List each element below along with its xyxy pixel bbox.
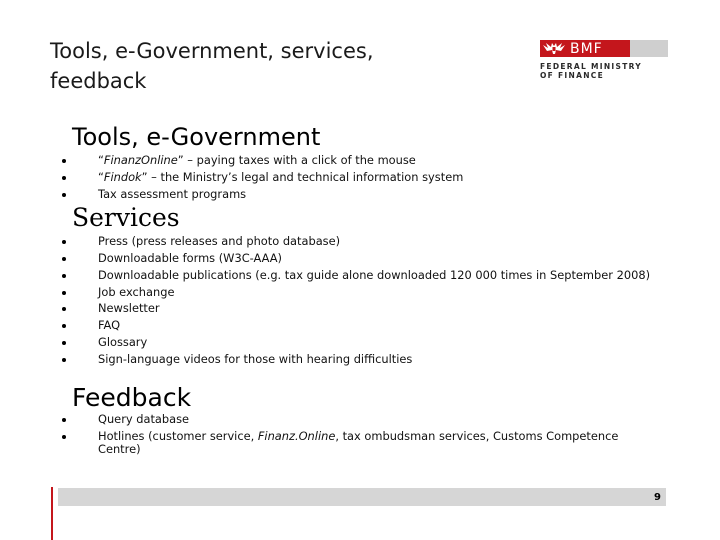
eagle-emblem-icon <box>540 40 568 57</box>
logo-line-2: OF FINANCE <box>540 71 605 80</box>
bullet-icon <box>62 358 66 362</box>
logo-line-1: FEDERAL MINISTRY <box>540 62 642 71</box>
list-item: Downloadable forms (W3C-AAA) <box>59 252 659 265</box>
bullet-icon <box>62 240 66 244</box>
bullet-icon <box>62 291 66 295</box>
bullet-icon <box>62 418 66 422</box>
list-item: Job exchange <box>59 286 659 299</box>
list-item: “Findok” – the Ministry’s legal and technical information system <box>59 171 659 184</box>
footer-accent-line <box>51 487 53 540</box>
bmf-logo <box>540 40 668 84</box>
page-number: 9 <box>654 491 661 503</box>
list-item: Press (press releases and photo database) <box>59 235 659 248</box>
bullet-icon <box>62 324 66 328</box>
section-heading-tools: Tools, e-Government <box>72 123 321 151</box>
slide-title <box>50 36 510 96</box>
bullet-icon <box>62 341 66 345</box>
feedback-list <box>59 413 659 460</box>
slide-title-line-2: feedback <box>50 69 147 93</box>
list-item: Tax assessment programs <box>59 188 659 201</box>
bullet-icon <box>62 274 66 278</box>
bullet-icon <box>62 435 66 439</box>
list-item: FAQ <box>59 319 659 332</box>
tools-list <box>59 154 659 204</box>
list-item: Sign-language videos for those with hearing difficulties <box>59 353 659 366</box>
slide-title-line-1: Tools, e-Government, services, <box>50 39 374 63</box>
section-heading-services: Services <box>72 203 180 232</box>
footer-bar <box>58 488 666 506</box>
list-item: Hotlines (customer service, Finanz.Online, tax ombudsman services, Customs Competence Centre) <box>59 430 659 456</box>
bullet-icon <box>62 176 66 180</box>
bullet-icon <box>62 307 66 311</box>
bullet-icon <box>62 193 66 197</box>
section-heading-feedback: Feedback <box>72 383 192 412</box>
list-item: Glossary <box>59 336 659 349</box>
list-item: Query database <box>59 413 659 426</box>
bullet-icon <box>62 159 66 163</box>
list-item: Downloadable publications (e.g. tax guide alone downloaded 120 000 times in September 2008) <box>59 269 659 282</box>
list-item: Newsletter <box>59 302 659 315</box>
services-list <box>59 235 659 370</box>
list-item: “FinanzOnline” – paying taxes with a click of the mouse <box>59 154 659 167</box>
logo-brand-text: BMF <box>570 40 603 57</box>
logo-grey-band <box>630 40 668 57</box>
bullet-icon <box>62 257 66 261</box>
